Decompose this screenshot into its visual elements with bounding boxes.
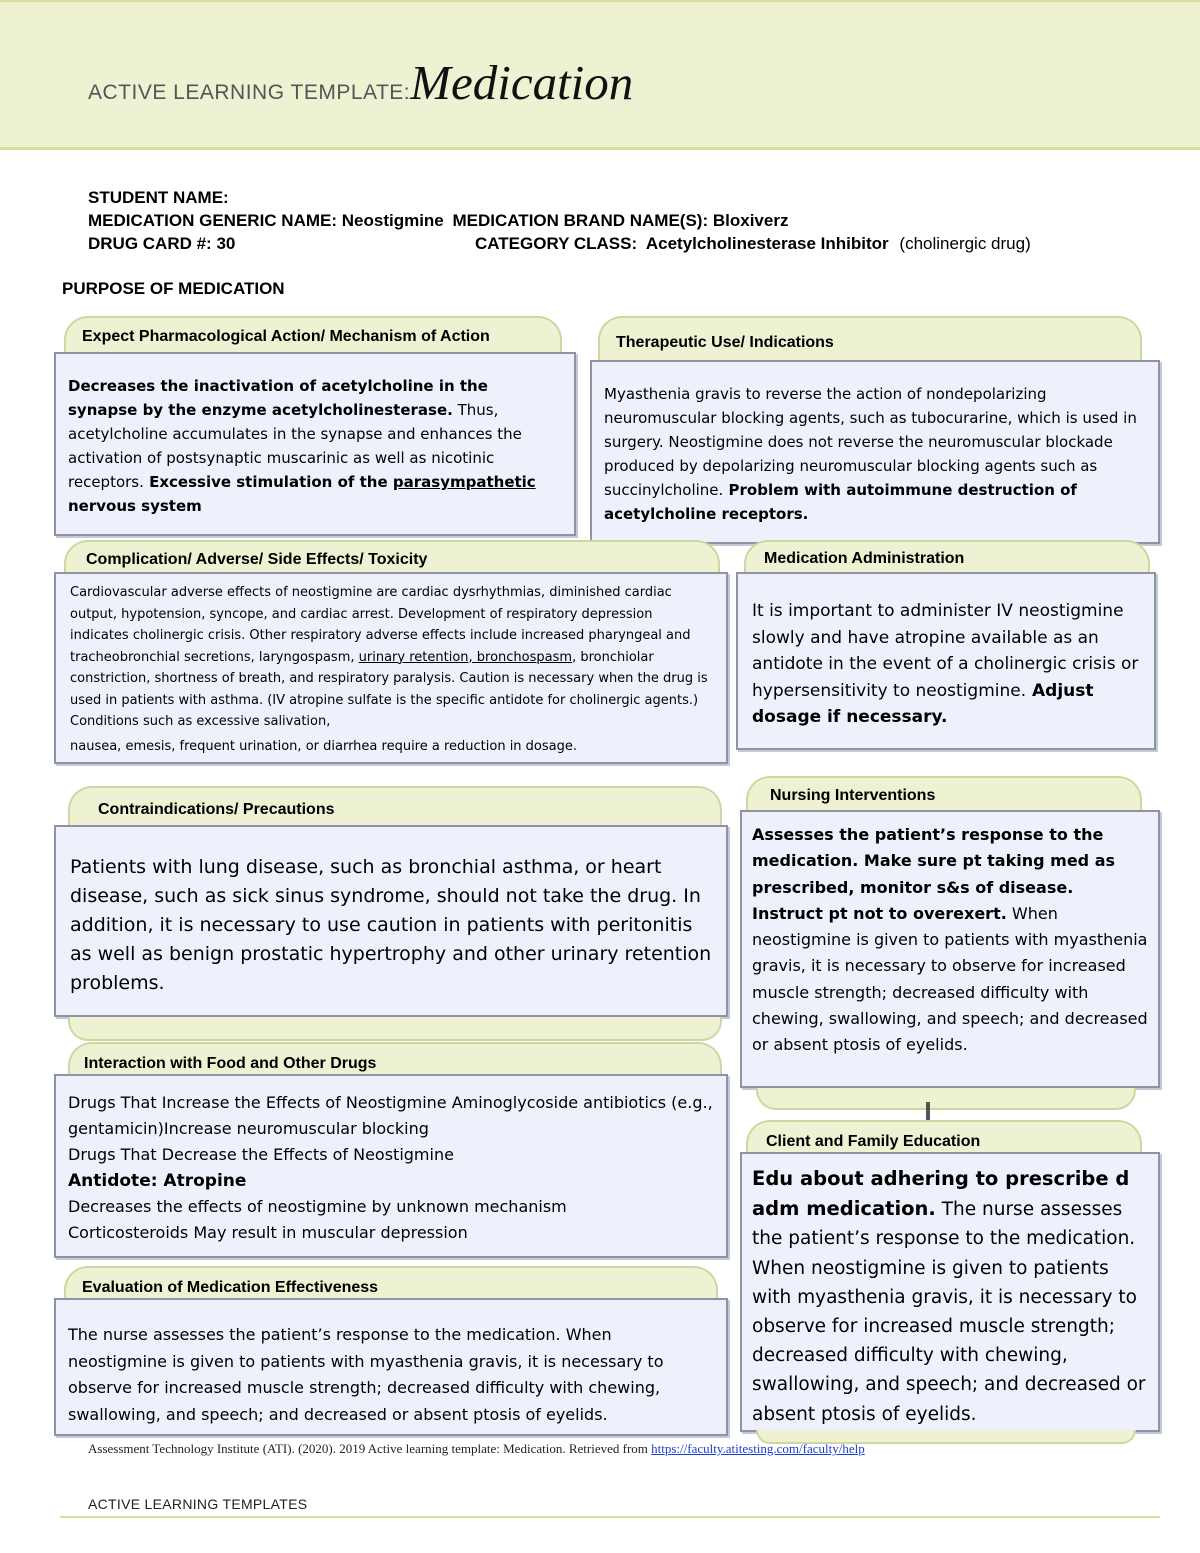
footer-label: ACTIVE LEARNING TEMPLATES [88, 1496, 308, 1512]
education-text: Edu about adhering to prescribe d adm medication. The nurse assesses the patient’s response to the medication. When neostigmine is given to patients with myasthenia gravis, it is necessary to observe for increased muscle strength; decreased difficulty with chewing, swallowing, and speech; and decreased or absent ptosis of eyelids. [752, 1167, 1146, 1425]
mechanism-box [54, 352, 576, 536]
contraindications-tail [68, 1017, 722, 1041]
complications-tab [64, 540, 720, 576]
drug-card-line [88, 234, 235, 254]
evaluation-box [54, 1298, 728, 1436]
student-name-label: STUDENT NAME: [88, 188, 229, 207]
interactions-line-5: Corticosteroids May result in muscular depression [68, 1223, 468, 1242]
mechanism-tab [64, 316, 562, 356]
interactions-tab [68, 1042, 722, 1078]
evaluation-tab [64, 1266, 718, 1302]
evaluation-text: The nurse assesses the patient’s response to the medication. When neostigmine is given to patients with myasthenia gravis, it is necessary to observe for increased muscle strength; decreased difficulty with chewing, swallowing, and speech; and decreased or absent ptosis of eyelids. [68, 1325, 664, 1424]
administration-box [736, 572, 1156, 750]
interactions-antidote: Antidote: Atropine [68, 1171, 247, 1191]
nursing-box [740, 810, 1160, 1088]
administration-title: Medication Administration [764, 550, 965, 567]
contraindications-box [54, 825, 728, 1017]
purpose-heading: PURPOSE OF MEDICATION [62, 279, 285, 298]
therapeutic-tab [598, 316, 1142, 362]
education-title: Client and Family Education [766, 1133, 981, 1150]
contraindications-tab [68, 786, 722, 830]
page-title [88, 54, 633, 111]
interactions-line-1: Drugs That Increase the Effects of Neostigmine Aminoglycoside antibiotics (e.g., gentamicin)Increase neuromuscular blocking [68, 1093, 713, 1138]
title-main: Medication [410, 55, 634, 110]
category-line [475, 234, 1031, 254]
mechanism-title: Expect Pharmacological Action/ Mechanism of Action [82, 328, 490, 345]
generic-name-value: Neostigmine [341, 211, 444, 230]
mechanism-text: Decreases the inactivation of acetylcholine in the synapse by the enzyme acetylcholinesterase. Thus, acetylcholine accumulates in the synapse and enhances the activation of postsynaptic muscarinic as well as nicotinic receptors. Excessive stimulation of the parasympathetic nervous system [68, 377, 536, 515]
interactions-line-4: Decreases the effects of neostigmine by unknown mechanism [68, 1197, 567, 1216]
education-tab [746, 1120, 1142, 1156]
category-label: CATEGORY CLASS: [475, 234, 638, 253]
title-prefix: ACTIVE LEARNING TEMPLATE: [88, 81, 411, 104]
interactions-box [54, 1074, 728, 1258]
category-value: Acetylcholinesterase Inhibitor [645, 234, 889, 253]
nursing-tail [756, 1088, 1136, 1110]
connector-divider [926, 1102, 930, 1120]
therapeutic-text: Myasthenia gravis to reverse the action of nondepolarizing neuromuscular blocking agents, such as tubocurarine, which is used in surgery. Neostigmine does not reverse the neuromuscular blockade produced by depolarizing neuromuscular blocking agents such as succinylcholine. Problem with autoimmune destruction of acetylcholine receptors. [604, 385, 1137, 523]
administration-tab [744, 540, 1150, 576]
citation [88, 1441, 865, 1457]
generic-name-label: MEDICATION GENERIC NAME: [88, 211, 338, 230]
nursing-tab [746, 776, 1142, 812]
nursing-title: Nursing Interventions [770, 787, 936, 804]
citation-text: Assessment Technology Institute (ATI). (2020). 2019 Active learning template: Medication. Retrieved from [88, 1441, 652, 1456]
brand-name-value: Bloxiverz [712, 211, 789, 230]
drug-card-label: DRUG CARD #: [88, 234, 212, 253]
complications-text: Cardiovascular adverse effects of neostigmine are cardiac dysrhythmias, diminished cardiac output, hypotension, syncope, and cardiac arrest. Development of respiratory depression indicates cholinergic crisis. Other respiratory adverse effects include increased pharyngeal and tracheobronchial secretions, laryngospasm, urinary retention, bronchospasm, bronchiolar constriction, shortness of breath, and respiratory paralysis. Caution is necessary when the drug is used in patients with asthma. (IV atropine sulfate is the specific antidote for cholinergic agents.) Conditions such as excessive salivation, [70, 585, 708, 729]
administration-text: It is important to administer IV neostigmine slowly and have atropine available as an antidote in the event of a cholinergic crisis or hypersensitivity to neostigmine. Adjust dosage if necessary. [752, 601, 1139, 727]
therapeutic-title: Therapeutic Use/ Indications [616, 334, 834, 351]
nursing-text: Assesses the patient’s response to the medication. Make sure pt taking med as prescribed, monitor s&s of disease. Instruct pt not to overexert. When neostigmine is given to patients with myasthenia gravis, it is necessary to observe for increased muscle strength; decreased difficulty with chewing, swallowing, and speech; and decreased or absent ptosis of eyelids. [752, 825, 1148, 1055]
evaluation-title: Evaluation of Medication Effectiveness [82, 1279, 379, 1296]
complications-title: Complication/ Adverse/ Side Effects/ Toxicity [86, 551, 428, 568]
title-banner [0, 0, 1200, 150]
interactions-line-2: Drugs That Decrease the Effects of Neostigmine [68, 1145, 454, 1164]
footer-divider [60, 1516, 1160, 1518]
citation-link[interactable]: https://faculty.atitesting.com/faculty/help [651, 1441, 865, 1456]
contraindications-text: Patients with lung disease, such as bronchial asthma, or heart disease, such as sick sinus syndrome, should not take the drug. In addition, it is necessary to use caution in patients with peritonitis as well as benign prostatic hypertrophy and other urinary retention problems. [70, 856, 712, 994]
interactions-title: Interaction with Food and Other Drugs [84, 1055, 377, 1072]
education-box [740, 1152, 1160, 1432]
drug-card-value: 30 [216, 234, 236, 253]
medication-names-line [88, 211, 788, 231]
category-note: (cholinergic drug) [899, 234, 1031, 253]
contraindications-title: Contraindications/ Precautions [98, 801, 335, 818]
therapeutic-box [590, 360, 1160, 544]
complications-box [54, 572, 728, 764]
complications-text-2: nausea, emesis, frequent urination, or diarrhea require a reduction in dosage. [70, 738, 578, 754]
brand-name-label: MEDICATION BRAND NAME(S): [452, 211, 709, 230]
